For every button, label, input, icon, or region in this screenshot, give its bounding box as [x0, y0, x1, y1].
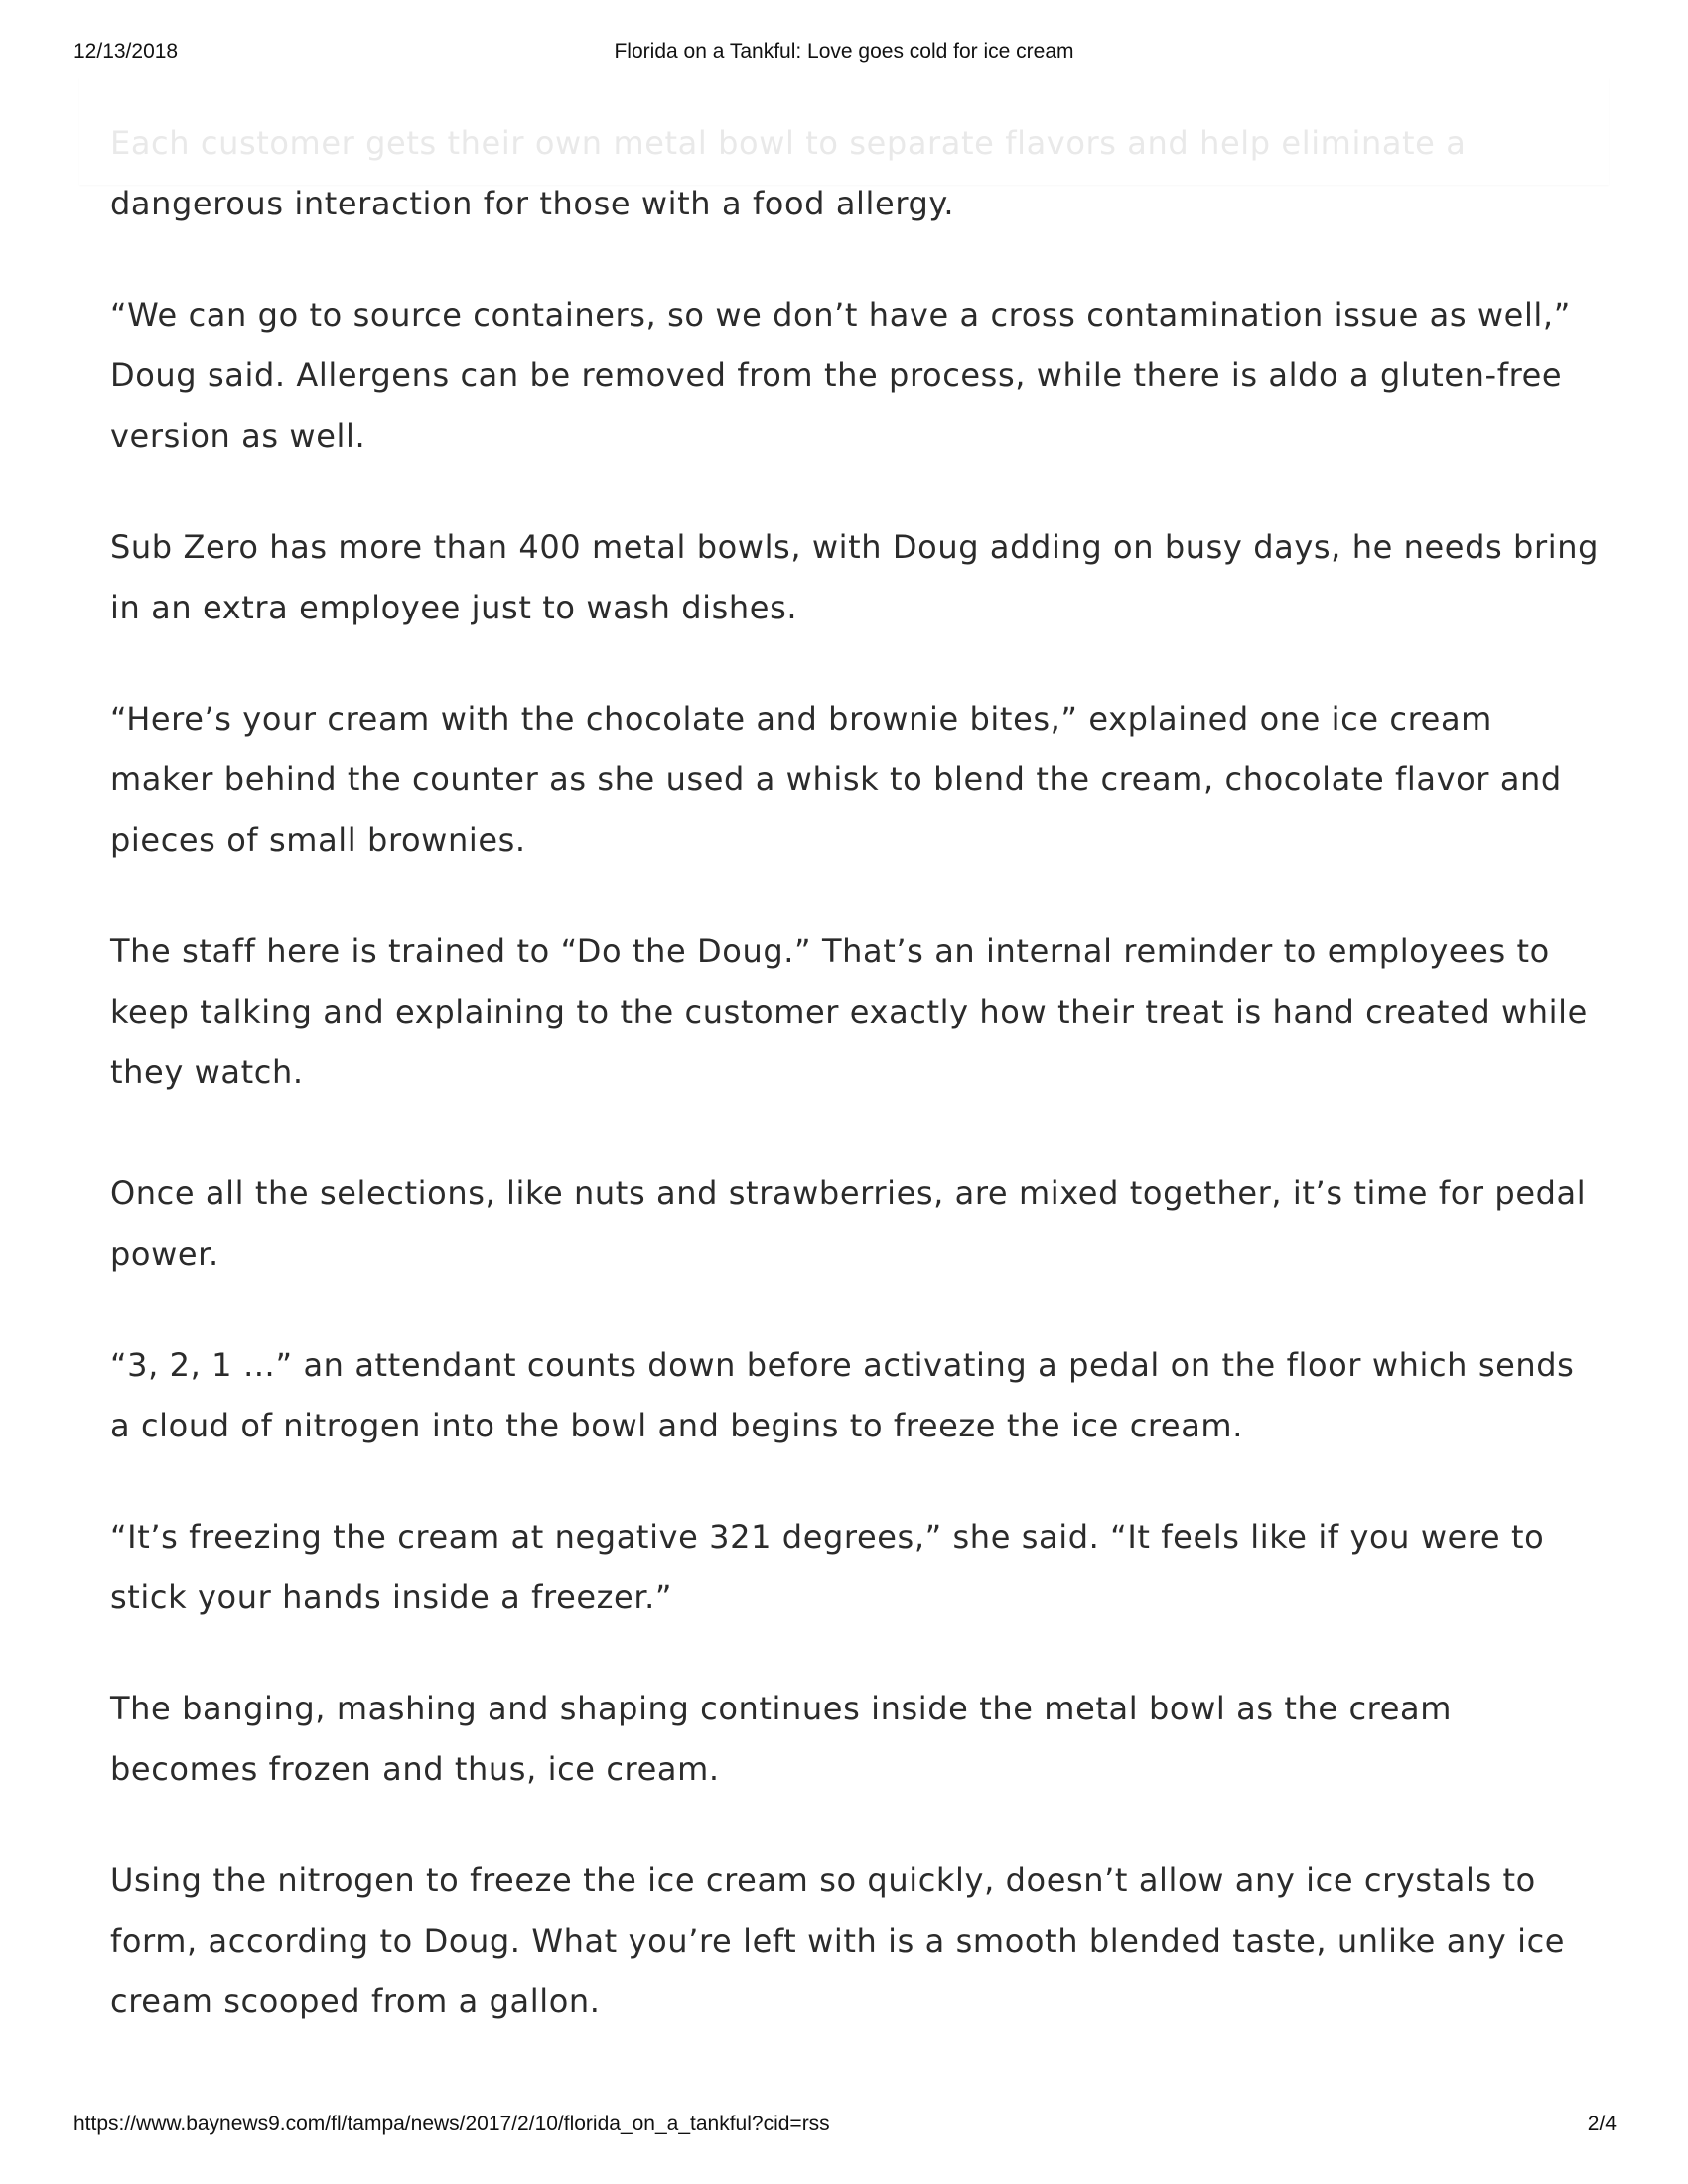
- print-page-title: Florida on a Tankful: Love goes cold for ice cream: [614, 40, 1074, 63]
- print-header: [0, 40, 1688, 69]
- article-paragraph: Once all the selections, like nuts and strawberries, are mixed together, it’s time for pedal power.: [110, 1174, 1587, 1273]
- article-paragraph: dangerous interaction for those with a food allergy.: [110, 185, 955, 222]
- article-paragraph: “Here’s your cream with the chocolate and brownie bites,” explained one ice cream maker behind the counter as she used a whisk to blend the cream, chocolate flavor and pieces of small brownies.: [110, 700, 1562, 859]
- print-footer: [0, 2113, 1688, 2142]
- faded-overlay-text: Each customer gets their own metal bowl to separate flavors and help eliminate a: [110, 124, 1467, 162]
- article-paragraph: The banging, mashing and shaping continues inside the metal bowl as the cream becomes frozen and thus, ice cream.: [110, 1690, 1452, 1788]
- print-url: https://www.baynews9.com/fl/tampa/news/2017/2/10/florida_on_a_tankful?cid=rss: [73, 2113, 830, 2135]
- article-paragraph: “3, 2, 1 …” an attendant counts down before activating a pedal on the floor which sends a cloud of nitrogen into the bowl and begins to freeze the ice cream.: [110, 1346, 1575, 1444]
- page-number: 2/4: [1587, 2113, 1617, 2135]
- article-paragraph: “It’s freezing the cream at negative 321 degrees,” she said. “It feels like if you were to stick your hands inside a freezer.”: [110, 1518, 1545, 1616]
- article-paragraph: Sub Zero has more than 400 metal bowls, with Doug adding on busy days, he needs bring in an extra employee just to wash dishes.: [110, 528, 1599, 626]
- print-date: 12/13/2018: [73, 40, 179, 63]
- article-paragraph: The staff here is trained to “Do the Doug.” That’s an internal reminder to employees to keep talking and explaining to the customer exactly how their treat is hand created while they watch.: [110, 932, 1588, 1091]
- article-paragraph: “We can go to source containers, so we don’t have a cross contamination issue as well,” Doug said. Allergens can be removed from the process, while there is aldo a gluten-free version as well.: [110, 296, 1571, 455]
- article-paragraph: Using the nitrogen to freeze the ice cream so quickly, doesn’t allow any ice crystals to form, according to Doug. What you’re left with is a smooth blended taste, unlike any ice cream scooped from a gallon.: [110, 1861, 1566, 2020]
- article-body: [110, 113, 1600, 2083]
